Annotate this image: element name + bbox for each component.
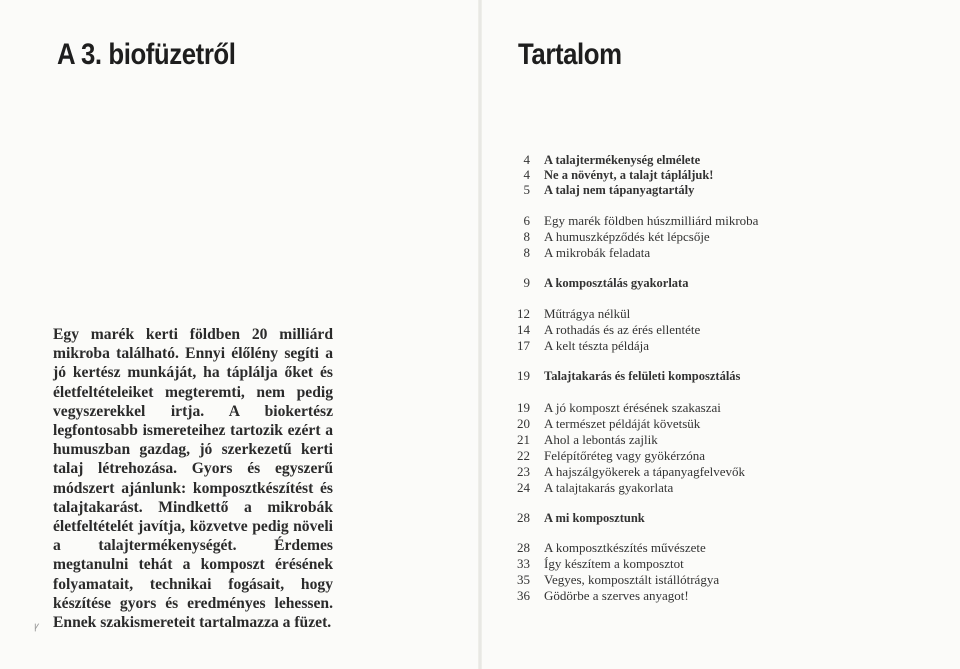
toc-page-number: 24 (517, 480, 530, 495)
toc-page-number: 4 (523, 167, 530, 182)
toc-page-number: 9 (523, 275, 530, 290)
toc-entry (510, 229, 710, 244)
toc-title: A talajtermékenység elmélete (544, 153, 701, 167)
toc-page-number: 12 (517, 306, 530, 321)
toc-entry (510, 464, 745, 479)
toc-page-number: 5 (523, 182, 530, 197)
toc-title: Vegyes, komposztált istállótrágya (544, 572, 720, 587)
toc-title: A komposztálás gyakorlata (544, 276, 689, 290)
intro-paragraph: Egy marék kerti földben 20 milliárd mikroba található. Ennyi élőlény segíti a jó kertész munkáját, ha táplálja őket és életfeltételeiket megteremti, nem pedig vegyszerekkel irtja. A biokertész legfontosabb ismereteihez tartozik ezért a humuszban gazdag, jó szerkezetű kerti talaj létrehozása. Gyors és egyszerű módszert ajánlunk: komposztkészítést és talajtakarást. Mindkettő a mikrobák életfeltételét javítja, közvetve pedig növeli a talajtermékenységét. Érdemes megtanulni tehát a komposzt érésének folyamatait, technikai fogásait, hogy készítése gyors és eredményes lehessen. Ennek szakismereteit tartalmazza a füzet. (53, 326, 333, 632)
toc-title: A mi komposztunk (544, 511, 645, 525)
margin-mark: ꝩ (34, 621, 40, 632)
toc-entry (510, 275, 688, 291)
toc-page-number: 23 (517, 464, 530, 479)
toc-entry (510, 556, 684, 571)
toc-entry (510, 540, 706, 555)
toc-title: Talajtakarás és felületi komposztálás (544, 369, 741, 383)
toc-entry (510, 306, 630, 321)
toc-title: A mikrobák feladata (544, 245, 651, 260)
toc-page-number: 8 (523, 229, 530, 244)
toc-title: Gödörbe a szerves anyagot! (544, 588, 689, 603)
toc-entry (510, 245, 650, 260)
toc-entry (510, 368, 740, 384)
toc-page-number: 33 (517, 556, 530, 571)
toc-page-number: 17 (517, 338, 530, 353)
toc-page-number: 4 (523, 152, 530, 167)
toc-title: A rothadás és az érés ellentéte (544, 322, 701, 337)
toc-entry (510, 510, 645, 526)
toc-page-number: 20 (517, 416, 530, 431)
toc-title: A talaj nem tápanyagtartály (544, 183, 695, 197)
toc-page-number: 35 (517, 572, 530, 587)
toc-title: Ne a növényt, a talajt tápláljuk! (544, 168, 714, 182)
toc-title: Felépítőréteg vagy gyökérzóna (544, 448, 705, 463)
toc-page-number: 14 (517, 322, 530, 337)
toc-title: A hajszálgyökerek a tápanyagfelvevők (544, 464, 746, 479)
toc-entry (510, 400, 721, 415)
toc-page-number: 21 (517, 432, 530, 447)
contents-heading: Tartalom (518, 38, 622, 71)
toc-page-number: 6 (523, 213, 530, 228)
toc-entry (510, 416, 700, 431)
toc-entry (510, 152, 700, 168)
toc-title: Műtrágya nélkül (544, 306, 631, 321)
toc-entry (510, 448, 705, 463)
table-of-contents (480, 0, 960, 669)
toc-entry (510, 338, 649, 353)
toc-page-number: 28 (517, 540, 530, 555)
toc-title: Így készítem a komposztot (544, 556, 684, 571)
left-page-heading: A 3. biofüzetről (57, 38, 236, 71)
toc-title: A humuszképződés két lépcsője (544, 229, 710, 244)
toc-title: A jó komposzt érésének szakaszai (544, 400, 721, 415)
toc-title: Ahol a lebontás zajlik (544, 432, 658, 447)
toc-title: A talajtakarás gyakorlata (544, 480, 674, 495)
toc-entry (510, 588, 689, 603)
toc-page-number: 36 (517, 588, 530, 603)
toc-page-number: 22 (517, 448, 530, 463)
toc-entry (510, 213, 758, 228)
toc-title: Egy marék földben húszmilliárd mikroba (544, 213, 759, 228)
right-page (480, 0, 960, 669)
toc-entry (510, 432, 658, 447)
toc-entry (510, 322, 700, 337)
toc-entry (510, 182, 694, 198)
toc-page-number: 28 (517, 510, 530, 525)
toc-page-number: 19 (517, 400, 530, 415)
toc-entry (510, 572, 719, 587)
toc-entry (510, 167, 713, 183)
toc-page-number: 19 (517, 368, 530, 383)
toc-title: A természet példáját követsük (544, 416, 701, 431)
toc-title: A komposztkészítés művészete (544, 540, 706, 555)
toc-page-number: 8 (523, 245, 530, 260)
toc-title: A kelt tészta példája (544, 338, 650, 353)
toc-entry (510, 480, 673, 495)
